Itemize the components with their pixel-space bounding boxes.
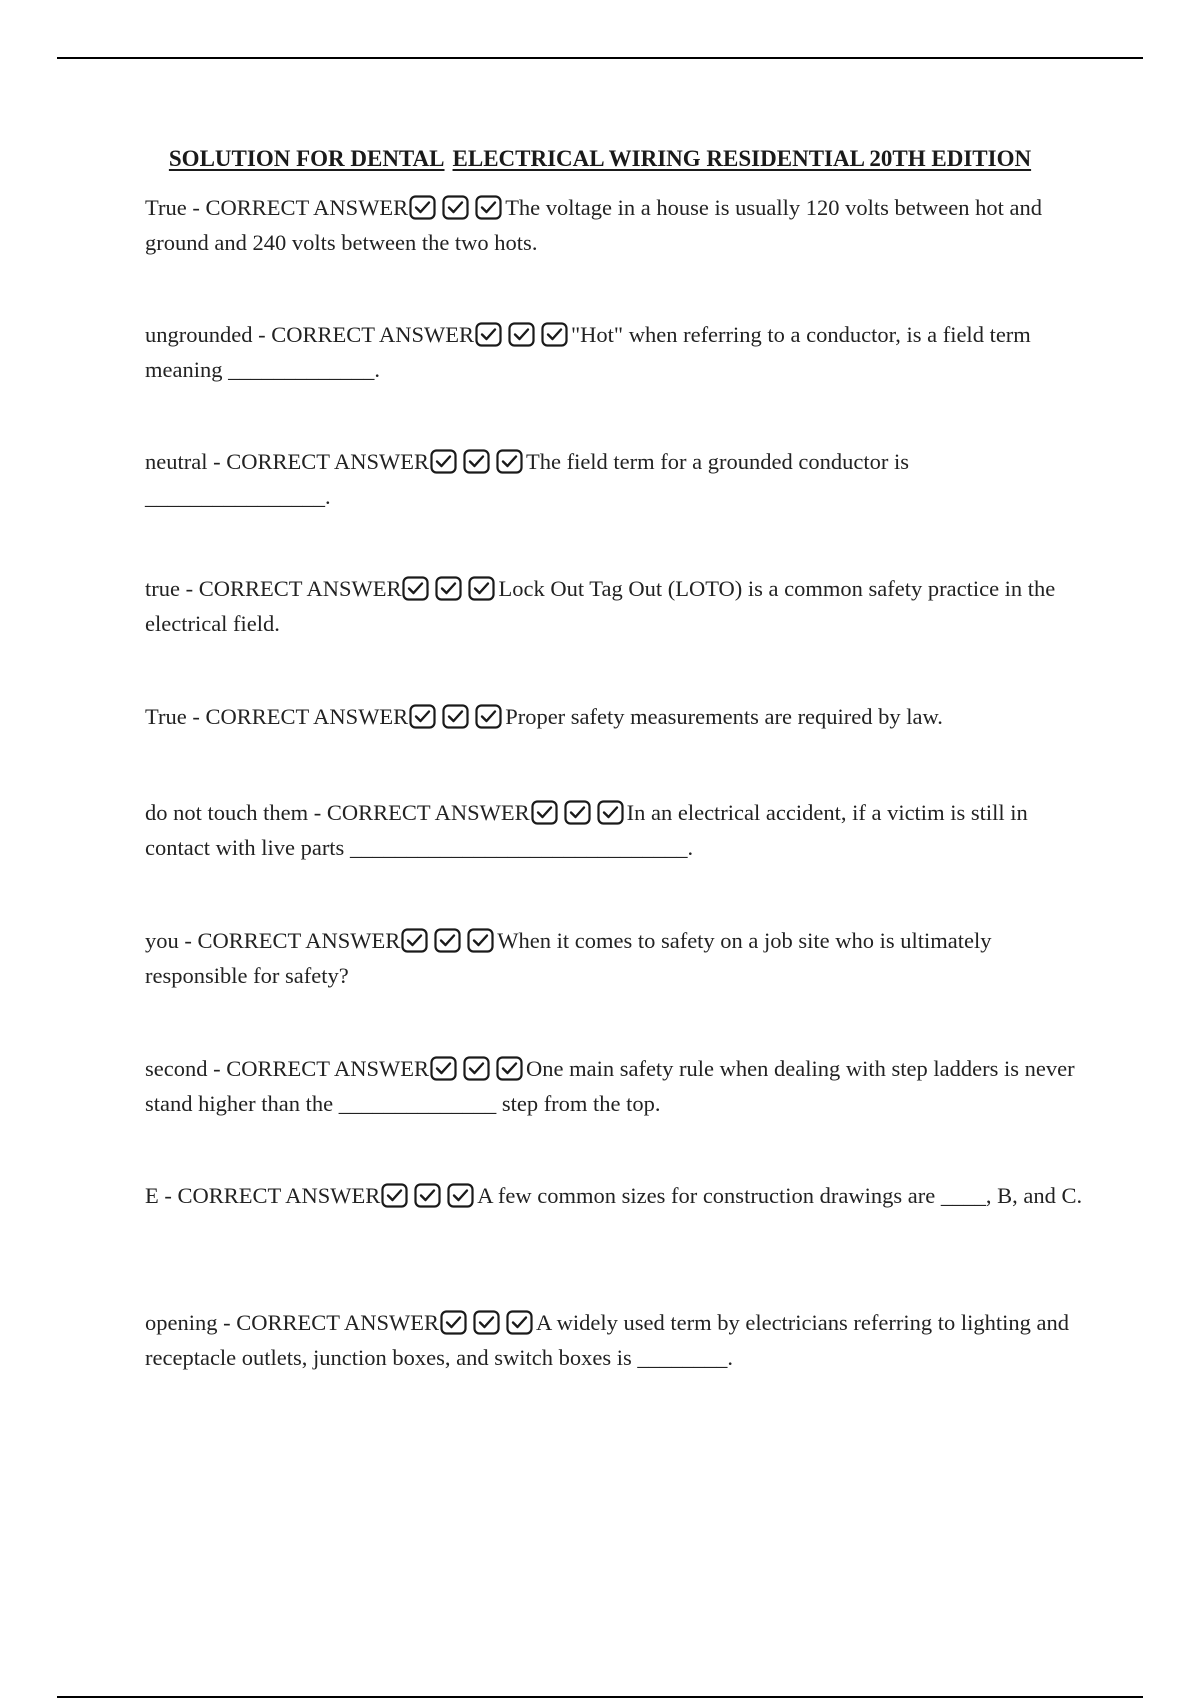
check-icons [409, 704, 504, 736]
checkbox-checked-icon [440, 1310, 467, 1335]
checkbox-checked-icon [473, 1310, 500, 1335]
correct-answer-label: CORRECT ANSWER [226, 449, 429, 474]
correct-answer-label: CORRECT ANSWER [177, 1183, 381, 1208]
checkbox-checked-icon [442, 704, 469, 729]
question-text: A widely used term by electricians referring to lighting and receptacle outlets, junction boxes, and switch boxes is ________. [145, 1310, 1069, 1370]
question-text: Proper safety measurements are required by law. [505, 704, 943, 729]
check-icons [381, 1183, 476, 1215]
title-part-2: ELECTRICAL WIRING RESIDENTIAL 20TH EDITION [452, 146, 1032, 171]
checkbox-checked-icon [506, 1310, 533, 1335]
question-text: In an electrical accident, if a victim is still in contact with live parts ______________________________. [145, 800, 1028, 860]
answer-text: do not touch them [145, 800, 309, 825]
qa-item: True - CORRECT ANSWER The voltage in a house is usually 120 volts between hot and ground and 240 volts between the two hots. [145, 195, 1042, 255]
correct-answer-label: CORRECT ANSWER [236, 1310, 439, 1335]
checkbox-checked-icon [496, 1056, 523, 1081]
question-text: Lock Out Tag Out (LOTO) is a common safety practice in the electrical field. [145, 576, 1056, 636]
check-icons [475, 322, 570, 354]
checkbox-checked-icon [409, 195, 436, 220]
answer-text: ungrounded [145, 322, 253, 347]
checkbox-checked-icon [463, 449, 490, 474]
check-icons [440, 1310, 535, 1342]
page-title [0, 143, 1200, 175]
correct-answer-label: CORRECT ANSWER [326, 800, 530, 825]
checkbox-checked-icon [468, 576, 495, 601]
answer-text: true [145, 576, 180, 601]
answer-text: neutral [145, 449, 208, 474]
qa-item: second - CORRECT ANSWER One main safety rule when dealing with step ladders is never stand higher than the ______________ step from the top. [145, 1056, 1075, 1116]
check-icons [401, 928, 496, 960]
checkbox-checked-icon [463, 1056, 490, 1081]
checkbox-checked-icon [442, 195, 469, 220]
title-part-1: SOLUTION FOR DENTAL [168, 146, 445, 171]
question-text: One main safety rule when dealing with step ladders is never stand higher than the ______________ step from the top. [145, 1056, 1075, 1116]
checkbox-checked-icon [564, 800, 591, 825]
checkbox-checked-icon [430, 449, 457, 474]
checkbox-checked-icon [531, 800, 558, 825]
checkbox-checked-icon [508, 322, 535, 347]
top-rule [57, 57, 1143, 59]
checkbox-checked-icon [430, 1056, 457, 1081]
checkbox-checked-icon [409, 704, 436, 729]
bottom-rule [57, 1696, 1143, 1698]
correct-answer-label: CORRECT ANSWER [198, 576, 402, 601]
answer-text: opening [145, 1310, 218, 1335]
checkbox-checked-icon [475, 322, 502, 347]
qa-item: true - CORRECT ANSWER Lock Out Tag Out (LOTO) is a common safety practice in the electrical field. [145, 576, 1056, 636]
checkbox-checked-icon [401, 928, 428, 953]
answer-text: E [145, 1183, 159, 1208]
checkbox-checked-icon [435, 576, 462, 601]
checkbox-checked-icon [381, 1183, 408, 1208]
answer-text: you [145, 928, 179, 953]
check-icons [430, 1056, 525, 1088]
checkbox-checked-icon [467, 928, 494, 953]
check-icons [409, 195, 504, 227]
qa-item: E - CORRECT ANSWER A few common sizes for construction drawings are ____, B, and C. [145, 1180, 1095, 1215]
checkbox-checked-icon [597, 800, 624, 825]
question-text: A few common sizes for construction drawings are ____, B, and C. [477, 1183, 1083, 1208]
check-icons [430, 449, 525, 481]
question-text: When it comes to safety on a job site who is ultimately responsible for safety? [145, 928, 992, 988]
correct-answer-label: CORRECT ANSWER [205, 195, 409, 220]
check-icons [531, 800, 626, 832]
checkbox-checked-icon [496, 449, 523, 474]
correct-answer-label: CORRECT ANSWER [205, 704, 409, 729]
checkbox-checked-icon [402, 576, 429, 601]
correct-answer-label: CORRECT ANSWER [226, 1056, 429, 1081]
question-text: The field term for a grounded conductor is ________________. [145, 449, 909, 509]
qa-item: you - CORRECT ANSWER When it comes to safety on a job site who is ultimately responsible for safety? [145, 928, 992, 988]
answer-text: second [145, 1056, 208, 1081]
answer-text: True [145, 195, 187, 220]
checkbox-checked-icon [475, 704, 502, 729]
qa-item: opening - CORRECT ANSWER A widely used term by electricians referring to lighting and receptacle outlets, junction boxes, and switch boxes is ________. [145, 1310, 1069, 1370]
qa-item: True - CORRECT ANSWER Proper safety measurements are required by law. [145, 701, 1095, 736]
qa-item: do not touch them - CORRECT ANSWER In an electrical accident, if a victim is still in contact with live parts ______________________________. [145, 800, 1028, 860]
correct-answer-label: CORRECT ANSWER [197, 928, 401, 953]
question-text: "Hot" when referring to a conductor, is a field term meaning _____________. [145, 322, 1031, 382]
qa-item: ungrounded - CORRECT ANSWER "Hot" when referring to a conductor, is a field term meaning _____________. [145, 322, 1031, 382]
qa-item: neutral - CORRECT ANSWER The field term for a grounded conductor is ________________. [145, 449, 909, 509]
question-text: The voltage in a house is usually 120 volts between hot and ground and 240 volts between the two hots. [145, 195, 1042, 255]
check-icons [402, 576, 497, 608]
checkbox-checked-icon [434, 928, 461, 953]
checkbox-checked-icon [447, 1183, 474, 1208]
correct-answer-label: CORRECT ANSWER [271, 322, 474, 347]
checkbox-checked-icon [475, 195, 502, 220]
answer-text: True [145, 704, 187, 729]
checkbox-checked-icon [414, 1183, 441, 1208]
checkbox-checked-icon [541, 322, 568, 347]
